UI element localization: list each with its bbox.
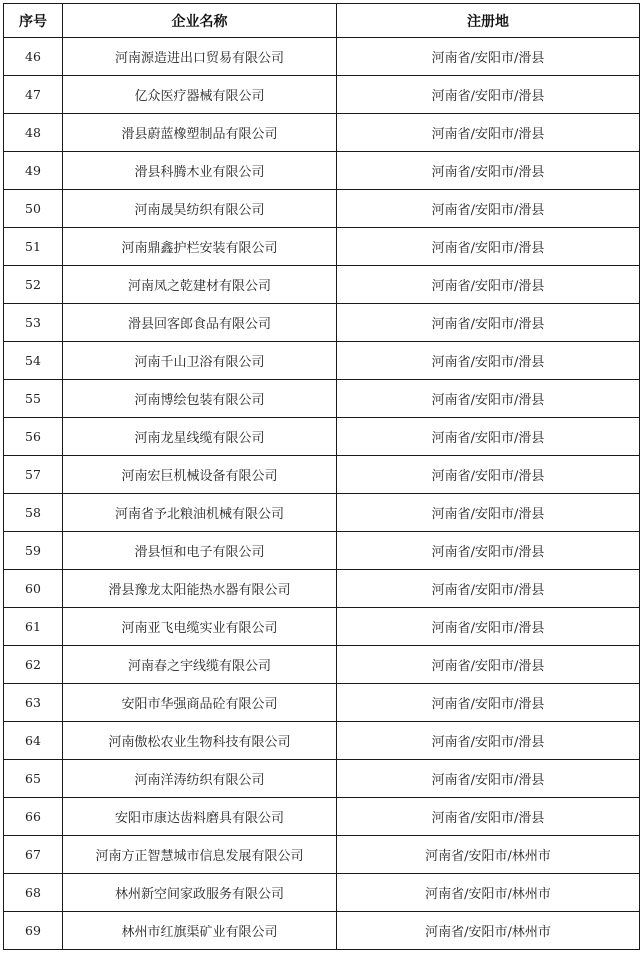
row-company-name-cell: 河南春之宇线缆有限公司 [63, 646, 337, 684]
table-row [4, 190, 640, 228]
row-location-cell: 河南省/安阳市/滑县 [337, 798, 640, 836]
table-row [4, 342, 640, 380]
table-row [4, 304, 640, 342]
row-company-name-cell: 滑县恒和电子有限公司 [63, 532, 337, 570]
row-location-cell: 河南省/安阳市/滑县 [337, 760, 640, 798]
table-row [4, 266, 640, 304]
row-company-name-cell: 河南亚飞电缆实业有限公司 [63, 608, 337, 646]
row-index-cell: 57 [4, 456, 63, 494]
row-company-name-cell: 安阳市康达齿料磨具有限公司 [63, 798, 337, 836]
row-location-cell: 河南省/安阳市/滑县 [337, 722, 640, 760]
table-row [4, 798, 640, 836]
row-company-name-cell: 滑县蔚蓝橡塑制品有限公司 [63, 114, 337, 152]
row-index-cell: 51 [4, 228, 63, 266]
table-row [4, 684, 640, 722]
table-row [4, 114, 640, 152]
table-row [4, 532, 640, 570]
row-location-cell: 河南省/安阳市/滑县 [337, 646, 640, 684]
row-company-name-cell: 河南鼎鑫护栏安装有限公司 [63, 228, 337, 266]
row-location-cell: 河南省/安阳市/林州市 [337, 874, 640, 912]
table-row [4, 722, 640, 760]
table-row [4, 228, 640, 266]
row-location-cell: 河南省/安阳市/滑县 [337, 684, 640, 722]
header-index: 序号 [4, 4, 63, 38]
row-location-cell: 河南省/安阳市/滑县 [337, 418, 640, 456]
table-row [4, 494, 640, 532]
table-body [4, 38, 640, 950]
row-location-cell: 河南省/安阳市/滑县 [337, 570, 640, 608]
row-index-cell: 46 [4, 38, 63, 76]
row-index-cell: 67 [4, 836, 63, 874]
row-index-cell: 53 [4, 304, 63, 342]
row-index-cell: 69 [4, 912, 63, 950]
row-location-cell: 河南省/安阳市/林州市 [337, 912, 640, 950]
row-index-cell: 49 [4, 152, 63, 190]
row-location-cell: 河南省/安阳市/滑县 [337, 266, 640, 304]
row-company-name-cell: 河南博绘包装有限公司 [63, 380, 337, 418]
row-company-name-cell: 河南凤之乾建材有限公司 [63, 266, 337, 304]
row-location-cell: 河南省/安阳市/滑县 [337, 304, 640, 342]
row-company-name-cell: 河南宏巨机械设备有限公司 [63, 456, 337, 494]
row-index-cell: 68 [4, 874, 63, 912]
table-row [4, 456, 640, 494]
row-location-cell: 河南省/安阳市/滑县 [337, 494, 640, 532]
table-row [4, 76, 640, 114]
row-location-cell: 河南省/安阳市/滑县 [337, 228, 640, 266]
row-index-cell: 59 [4, 532, 63, 570]
row-location-cell: 河南省/安阳市/滑县 [337, 532, 640, 570]
row-company-name-cell: 河南千山卫浴有限公司 [63, 342, 337, 380]
row-company-name-cell: 滑县回客郎食品有限公司 [63, 304, 337, 342]
row-index-cell: 54 [4, 342, 63, 380]
table-row [4, 608, 640, 646]
row-location-cell: 河南省/安阳市/滑县 [337, 608, 640, 646]
table-row [4, 836, 640, 874]
row-index-cell: 60 [4, 570, 63, 608]
row-location-cell: 河南省/安阳市/林州市 [337, 836, 640, 874]
header-row [4, 4, 640, 38]
row-company-name-cell: 安阳市华强商品砼有限公司 [63, 684, 337, 722]
row-location-cell: 河南省/安阳市/滑县 [337, 342, 640, 380]
table-row [4, 570, 640, 608]
row-company-name-cell: 河南傲松农业生物科技有限公司 [63, 722, 337, 760]
table-row [4, 152, 640, 190]
row-location-cell: 河南省/安阳市/滑县 [337, 380, 640, 418]
table-row [4, 912, 640, 950]
row-company-name-cell: 林州新空间家政服务有限公司 [63, 874, 337, 912]
row-index-cell: 58 [4, 494, 63, 532]
row-location-cell: 河南省/安阳市/滑县 [337, 38, 640, 76]
row-index-cell: 63 [4, 684, 63, 722]
row-company-name-cell: 河南洋涛纺织有限公司 [63, 760, 337, 798]
row-index-cell: 55 [4, 380, 63, 418]
table-row [4, 38, 640, 76]
row-company-name-cell: 河南源造进出口贸易有限公司 [63, 38, 337, 76]
table-row [4, 646, 640, 684]
row-index-cell: 48 [4, 114, 63, 152]
row-index-cell: 50 [4, 190, 63, 228]
row-location-cell: 河南省/安阳市/滑县 [337, 76, 640, 114]
row-location-cell: 河南省/安阳市/滑县 [337, 152, 640, 190]
table-row [4, 380, 640, 418]
row-company-name-cell: 林州市红旗渠矿业有限公司 [63, 912, 337, 950]
table-row [4, 760, 640, 798]
header-company-name: 企业名称 [63, 4, 337, 38]
row-index-cell: 61 [4, 608, 63, 646]
row-company-name-cell: 河南龙星线缆有限公司 [63, 418, 337, 456]
row-index-cell: 52 [4, 266, 63, 304]
row-index-cell: 65 [4, 760, 63, 798]
row-company-name-cell: 河南省予北粮油机械有限公司 [63, 494, 337, 532]
row-index-cell: 62 [4, 646, 63, 684]
row-location-cell: 河南省/安阳市/滑县 [337, 114, 640, 152]
row-company-name-cell: 亿众医疗器械有限公司 [63, 76, 337, 114]
table-row [4, 874, 640, 912]
company-table [3, 3, 640, 950]
header-registered-location: 注册地 [337, 4, 640, 38]
row-company-name-cell: 滑县豫龙太阳能热水器有限公司 [63, 570, 337, 608]
row-index-cell: 66 [4, 798, 63, 836]
table-row [4, 418, 640, 456]
row-company-name-cell: 滑县科腾木业有限公司 [63, 152, 337, 190]
row-index-cell: 47 [4, 76, 63, 114]
table-header [4, 4, 640, 38]
row-location-cell: 河南省/安阳市/滑县 [337, 190, 640, 228]
row-company-name-cell: 河南方正智慧城市信息发展有限公司 [63, 836, 337, 874]
row-index-cell: 56 [4, 418, 63, 456]
row-index-cell: 64 [4, 722, 63, 760]
row-location-cell: 河南省/安阳市/滑县 [337, 456, 640, 494]
row-company-name-cell: 河南晟昊纺织有限公司 [63, 190, 337, 228]
